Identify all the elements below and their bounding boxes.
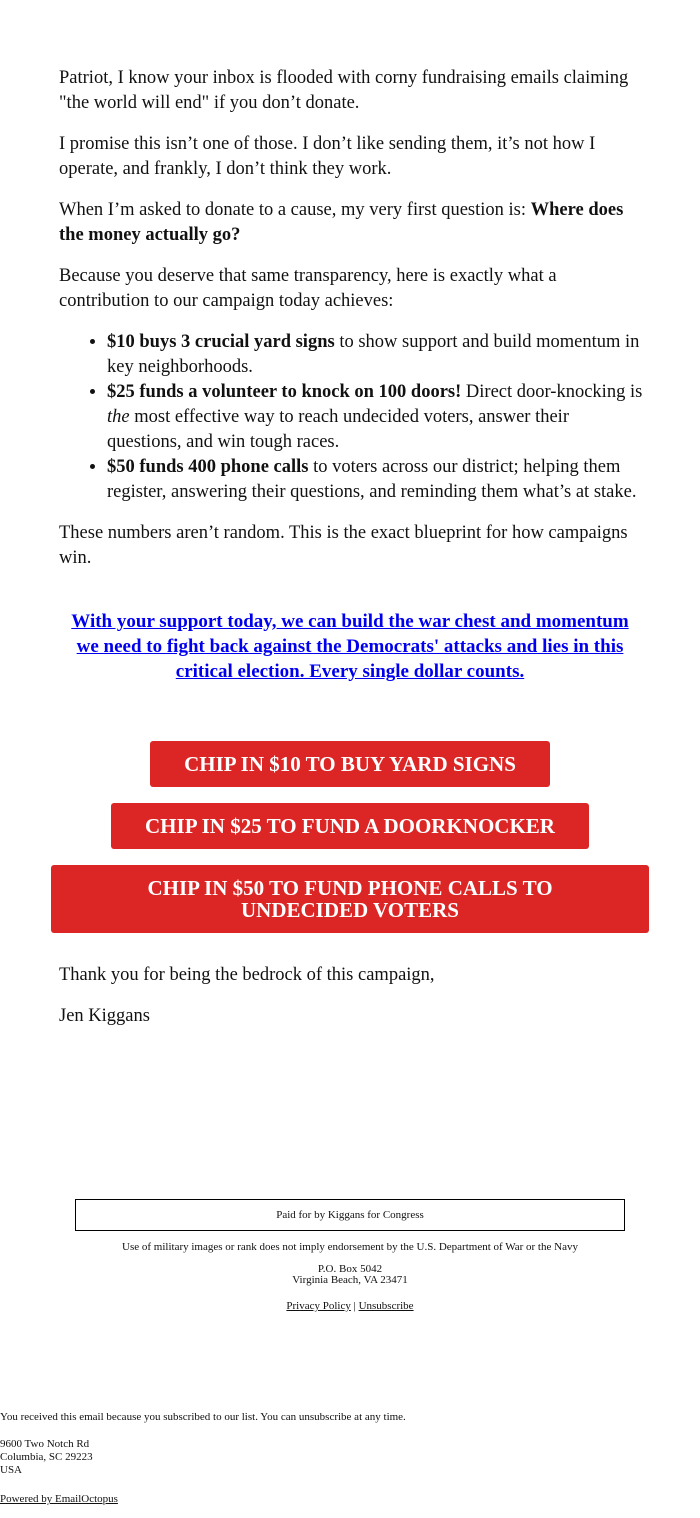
bullet-text: most effective way to reach undecided voters, answer their questions, and win tough races. [107,407,569,452]
signature-name: Jen Kiggans [59,1006,150,1026]
impact-list [59,330,644,505]
list-item [107,330,644,380]
thanks-line: Thank you for being the bedrock of this campaign, [59,965,435,985]
privacy-policy-link[interactable]: Privacy Policy [286,1300,351,1312]
blueprint-paragraph: These numbers aren’t random. This is the exact blueprint for how campaigns win. [59,523,628,568]
bullet-italic: the [107,407,130,427]
emailoctopus-link[interactable]: Powered by EmailOctopus [0,1493,118,1505]
footer-links [75,1301,625,1312]
powered-by [0,1493,118,1506]
signoff [59,963,435,1045]
bullet-bold: $10 buys 3 crucial yard signs [107,332,335,352]
cta-link-block [70,609,630,684]
mailing-address [75,1264,625,1286]
bullet-text: to voters across our district; helping them register, answering their questions, and reminding them what’s at stake. [107,457,637,502]
transparency-paragraph: Because you deserve that same transparency, here is exactly what a contribution to our campaign today achieves: [59,266,557,311]
paid-for-disclaimer [75,1199,625,1231]
donate-text-link[interactable]: With your support today, we can build the war chest and momentum we need to fight back against the Democrats' attacks and lies in this critical election. Every single dollar counts. [71,611,629,682]
unsubscribe-link[interactable]: Unsubscribe [358,1300,414,1312]
po-box: P.O. Box 5042 [317,1263,383,1275]
email-body [59,66,644,587]
bullet-bold: $25 funds a volunteer to knock on 100 doors! [107,382,462,402]
subscription-notice: You received this email because you subscribed to our list. You can unsubscribe at any time. [0,1411,406,1423]
bullet-text: to show support and build momentum in key neighborhoods. [107,332,640,377]
question-paragraph [59,198,644,248]
link-separator: | [350,1300,359,1312]
promise-paragraph: I promise this isn’t one of those. I don’t like sending them, it’s not how I operate, and frankly, I don’t think they work. [59,134,596,179]
paid-for-text: Paid for by Kiggans for Congress [276,1209,424,1221]
question-text: When I’m asked to donate to a cause, my very first question is: [59,200,531,220]
sender-country: USA [0,1464,23,1476]
sender-city: Columbia, SC 29223 [0,1451,93,1463]
chip-in-10-button[interactable]: CHIP IN $10 TO BUY YARD SIGNS [150,741,550,787]
chip-in-50-button[interactable]: CHIP IN $50 TO FUND PHONE CALLS TO UNDECIDED VOTERS [51,865,649,933]
bullet-text: Direct door-knocking is [461,382,643,402]
list-item [107,380,644,455]
list-item [107,455,644,505]
question-bold: Where does the money actually go? [59,200,624,245]
address-city: Virginia Beach, VA 23471 [292,1274,408,1286]
military-disclaimer: Use of military images or rank does not imply endorsement by the U.S. Department of War or the Navy [122,1241,578,1253]
chip-in-25-button[interactable]: CHIP IN $25 TO FUND A DOORKNOCKER [111,803,589,849]
sender-street: 9600 Two Notch Rd [0,1438,90,1450]
sender-address [0,1438,93,1477]
bullet-bold: $50 funds 400 phone calls [107,457,309,477]
intro-paragraph: Patriot, I know your inbox is flooded with corny fundraising emails claiming "the world will end" if you don’t donate. [59,68,629,113]
